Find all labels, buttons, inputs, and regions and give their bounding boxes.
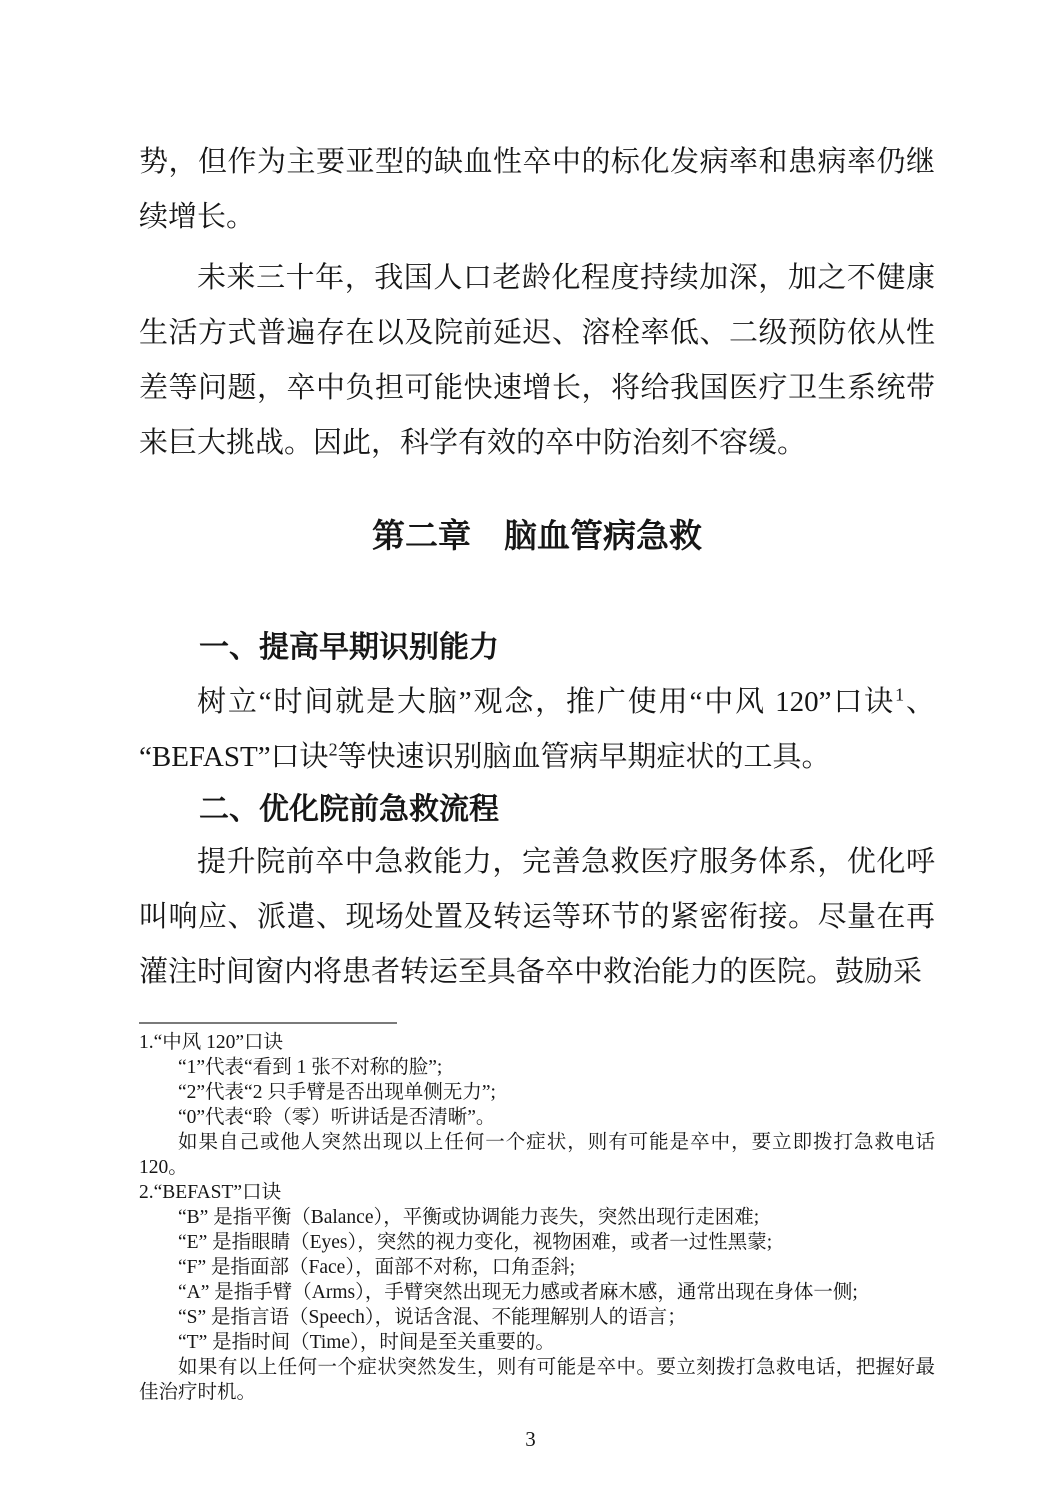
section-heading-1: 一、提高早期识别能力 [199,631,499,664]
footnote-line: “0”代表“聆（零）听讲话是否清晰”。 [178,1107,496,1128]
footnote-2-label: 2.“BEFAST”口诀 [139,1182,282,1203]
chapter-heading: 第二章 脑血管病急救 [372,517,702,554]
text-run: 等快速识别脑血管病早期症状的工具。 [337,741,831,773]
footnote-line: “F” 是指面部（Face），面部不对称，口角歪斜; [178,1257,576,1278]
footnotes-area [139,1022,935,1405]
page-content [139,0,935,1405]
section2-paragraph: 提升院前卒中急救能力，完善急救医疗服务体系，优化呼叫响应、派遣、现场处置及转运等环节的紧密衔接。尽量在再灌注时间窗内将患者转运至具备卒中救治能力的医院。鼓励采 [139,846,935,988]
footnote-line: “T” 是指时间（Time），时间是至关重要的。 [178,1332,555,1353]
footnote-2 [139,1180,935,1405]
footnote-line: 如果自己或他人突然出现以上任何一个症状，则有可能是卒中，要立即拨打急救电话 120。 [139,1132,935,1178]
footnote-ref-1: 1 [895,684,905,705]
footnote-line: “A” 是指手臂（Arms），手臂突然出现无力感或者麻木感，通常出现在身体一侧; [178,1282,858,1303]
text-run: 、“BEFAST”口诀 [139,686,935,773]
body-paragraph-continuation: 势，但作为主要亚型的缺血性卒中的标化发病率和患病率仍继续增长。 [139,146,935,233]
section-heading-2: 二、优化院前急救流程 [199,793,499,826]
footnote-line: “E” 是指眼睛（Eyes），突然的视力变化，视物困难，或者一过性黑蒙; [178,1232,773,1253]
footnote-line: “1”代表“看到 1 张不对称的脸”; [178,1057,443,1078]
footnote-line: 如果有以上任何一个症状突然发生，则有可能是卒中。要立刻拨打急救电话，把握好最佳治疗时机。 [139,1357,935,1403]
footnote-1 [139,1030,935,1180]
footnote-1-label: 1.“中风 120”口诀 [139,1032,284,1053]
text-run: 树立“时间就是大脑”观念，推广使用“中风 120”口诀 [197,686,896,718]
footnote-line: “2”代表“2 只手臂是否出现单侧无力”; [178,1082,496,1103]
footnote-ref-2: 2 [328,739,338,760]
footnote-separator [139,1022,397,1024]
footnote-line: “S” 是指言语（Speech），说话含混、不能理解别人的语言； [178,1307,687,1328]
page-number: 3 [525,1427,536,1451]
section1-paragraph [139,675,935,785]
footnote-line: “B” 是指平衡（Balance），平衡或协调能力丧失，突然出现行走困难; [178,1207,760,1228]
body-paragraph: 未来三十年，我国人口老龄化程度持续加深，加之不健康生活方式普遍存在以及院前延迟、溶栓率低、二级预防依从性差等问题，卒中负担可能快速增长，将给我国医疗卫生系统带来巨大挑战。因此，科学有效的卒中防治刻不容缓。 [139,262,935,459]
